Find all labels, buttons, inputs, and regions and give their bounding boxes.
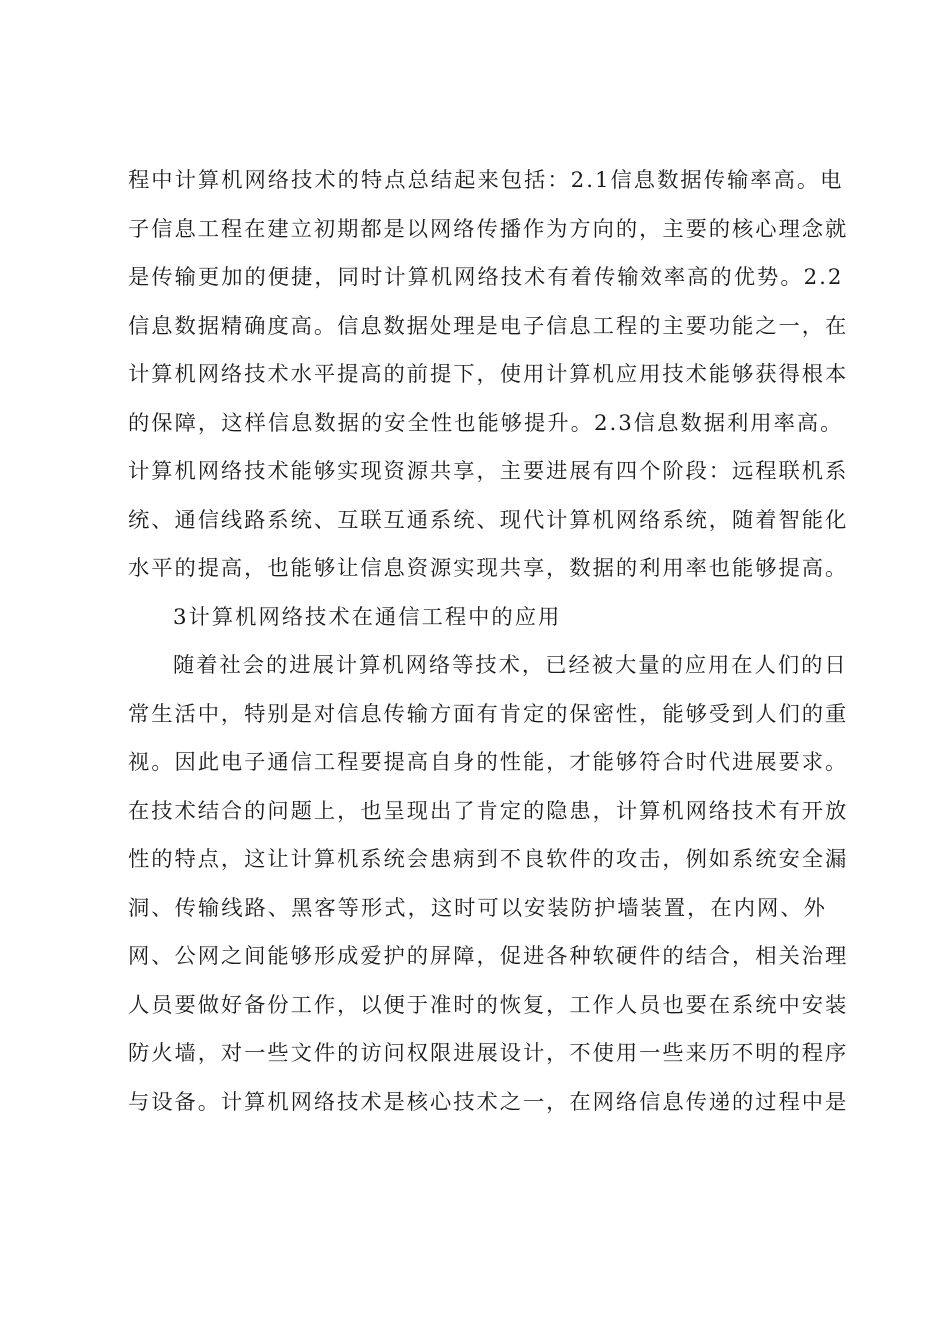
text-line: 在技术结合的问题上，也呈现出了肯定的隐患，计算机网络技术有开放 [128,798,849,824]
text-line: 性的特点，这让计算机系统会患病到不良软件的攻击，例如系统安全漏 [128,847,849,872]
text-line: 人员要做好备份工作，以便于准时的恢复，工作人员也要在系统中安装 [128,992,849,1018]
text-line: 是传输更加的便捷，同时计算机网络技术有着传输效率高的优势。2.2 [128,265,844,290]
text-line: 计算机网络技术水平提高的前提下，使用计算机应用技术能够获得根本 [128,362,849,387]
text-line: 计算机网络技术能够实现资源共享，主要进展有四个阶段：远程联机系 [128,459,849,484]
text-line: 网、公网之间能够形成爱护的屏障，促进各种软硬件的结合，相关治理 [128,944,849,969]
text-line: 程中计算机网络技术的特点总结起来包括：2.1信息数据传输率高。电 [128,168,844,193]
text-line: 水平的提高，也能够让信息资源实现共享，数据的利用率也能够提高。 [128,556,849,581]
text-line: 信息数据精确度高。信息数据处理是电子信息工程的主要功能之一，在 [128,313,849,339]
text-line: 与设备。计算机网络技术是核心技术之一，在网络信息传递的过程中是 [128,1089,849,1115]
text-line: 的保障，这样信息数据的安全性也能够提升。2.3信息数据利用率高。 [128,410,844,436]
text-line: 随着社会的进展计算机网络等技术，已经被大量的应用在人们的日 [173,653,848,678]
text-line: 常生活中，特别是对信息传输方面有肯定的保密性，能够受到人们的重 [128,701,849,727]
body-text [128,157,848,1127]
text-line: 视。因此电子通信工程要提高自身的性能，才能够符合时代进展要求。 [128,750,849,775]
text-line: 统、通信线路系统、互联互通系统、现代计算机网络系统，随着智能化 [128,507,849,533]
text-line: 防火墙，对一些文件的访问权限进展设计，不使用一些来历不明的程序 [128,1041,849,1066]
text-line: 3计算机网络技术在通信工程中的应用 [173,604,562,630]
text-line: 子信息工程在建立初期都是以网络传播作为方向的，主要的核心理念就 [128,216,849,242]
text-line: 洞、传输线路、黑客等形式，这时可以安装防护墙装置，在内网、外 [128,895,827,921]
